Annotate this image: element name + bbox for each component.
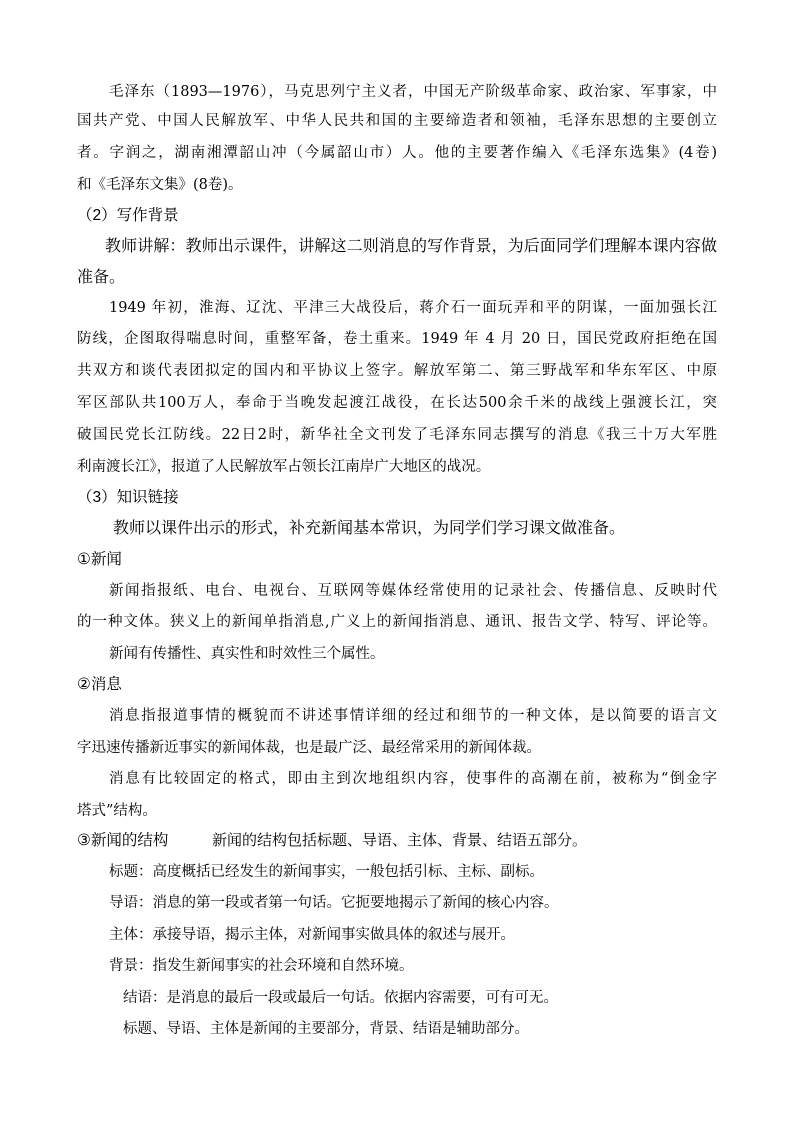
teacher-line-2: 准备。 <box>77 269 126 286</box>
structure-intro: 新闻的结构包括标题、导语、主体、背景、结语五部分。 <box>212 832 588 849</box>
message-line-4: 塔式”结构。 <box>77 803 157 819</box>
background-line-1: 1949 年初，淮海、辽沈、平津三大战役后，蒋介石一面玩弄和平的阴谋，一面加强长江 <box>109 300 717 316</box>
background-line-2: 防线，企图取得喘息时间，重整军备，卷土重来。1949 年 4 月 20 日，国民党政府拒绝在国 <box>77 331 717 347</box>
background-line-3: 共双方和谈代表团拟定的国内和平协议上签字。解放军第二、第三野战军和华东军区、中原 <box>77 363 717 379</box>
news-line-3: 新闻有传播性、真实性和时效性三个属性。 <box>109 646 385 662</box>
news-line-2: 的一种文体。狭义上的新闻单指消息,广义上的新闻指消息、通讯、报告文学、特写、评论等。 <box>77 614 717 630</box>
structure-summary: 标题、导语、主体是新闻的主要部分，背景、结语是辅助部分。 <box>123 1021 529 1037</box>
news-line-1: 新闻指报纸、电台、电视台、互联网等媒体经常使用的记录社会、传播信息、反映时代 <box>109 583 717 599</box>
message-line-1: 消息指报道事情的概貌而不讲述事情详细的经过和细节的一种文体，是以简要的语言文 <box>109 708 717 724</box>
author-line-2: 国共产党、中国人民解放军、中华人民共和国的主要缔造者和领袖，毛泽东思想的主要创立 <box>77 113 717 129</box>
author-line-3: 者。字润之，湖南湘潭韶山冲（今属韶山市）人。他的主要著作编入《毛泽东选集》(4卷) <box>77 145 717 161</box>
subheading-news: ①新闻 <box>77 551 122 568</box>
author-line-1: 毛泽东（1893—1976），马克思列宁主义者，中国无产阶级革命家、政治家、军事家，中 <box>109 84 717 100</box>
author-line-4: 和《毛泽东文集》(8卷)。 <box>77 177 243 193</box>
message-line-2: 字迅速传播新近事实的新闻体裁，也是最广泛、最经常采用的新闻体裁。 <box>77 740 541 756</box>
body-definition: 主体：承接导语，揭示主体，对新闻事实做具体的叙述与展开。 <box>109 927 515 943</box>
background-line-4: 军区部队共100万人，奉命于当晚发起渡江战役，在长达500余千米的战线上强渡长江，突 <box>77 395 717 411</box>
subheading-message: ②消息 <box>77 676 122 693</box>
teacher-line-1: 教师讲解：教师出示课件，讲解这二则消息的写作背景，为后面同学们理解本课内容做 <box>105 238 717 255</box>
section-heading-knowledge: （3）知识链接 <box>77 489 179 506</box>
message-line-3: 消息有比较固定的格式，即由主到次地组织内容，使事件的高潮在前，被称为“倒金字 <box>109 771 717 787</box>
lead-definition: 导语：消息的第一段或者第一句话。它扼要地揭示了新闻的核心内容。 <box>109 895 559 911</box>
subheading-structure: ③新闻的结构 <box>77 832 169 849</box>
background-definition: 背景：指发生新闻事实的社会环境和自然环境。 <box>109 958 414 974</box>
knowledge-intro: 教师以课件出示的形式，补充新闻基本常识，为同学们学习课文做准备。 <box>113 520 626 537</box>
background-line-5: 破国民党长江防线。22日2时，新华社全文刊发了毛泽东同志撰写的消息《我三十万大军胜 <box>77 427 717 443</box>
background-line-6: 利南渡长江》，报道了人民解放军占领长江南岸广大地区的战况。 <box>77 459 491 475</box>
section-heading-background: （2）写作背景 <box>77 207 179 224</box>
ending-definition: 结语：是消息的最后一段或最后一句话。依据内容需要，可有可无。 <box>123 990 558 1006</box>
title-definition: 标题：高度概括已经发生的新闻事实，一般包括引标、主标、副标。 <box>109 864 544 880</box>
